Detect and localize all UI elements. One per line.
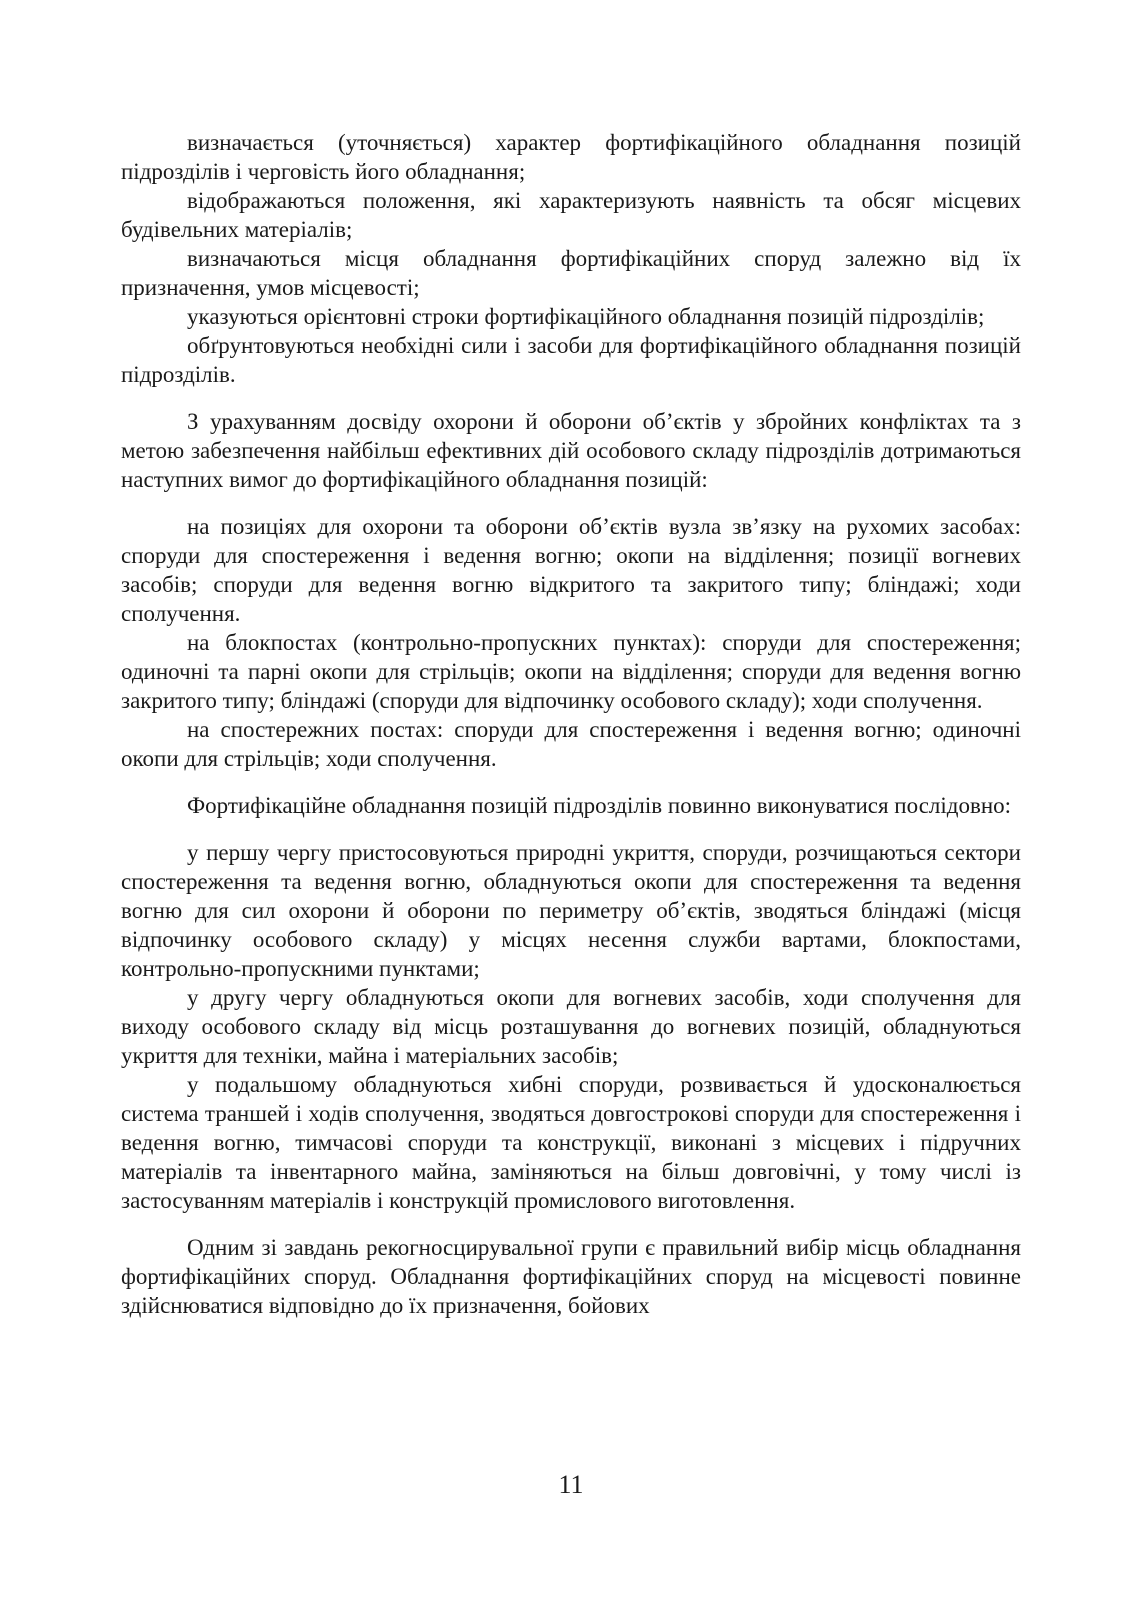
paragraph-4: указуються орієнтовні строки фортифікаційного обладнання позицій підрозділів;: [187, 304, 985, 329]
paragraph-1: визначається (уточняється) характер фортифікаційного обладнання позицій підрозділів і черговість його обладнання;: [121, 130, 1021, 184]
paragraph-6: З урахуванням досвіду охорони й оборони об’єктів у збройних конфліктах та з метою забезпечення найбільш ефективних дій особового складу підрозділів дотримаються наступних вимог до фортифікаційного обладнання позицій:: [121, 409, 1021, 492]
paragraph-5: обґрунтовуються необхідні сили і засоби для фортифікаційного обладнання позицій підрозділів.: [121, 333, 1021, 387]
paragraph-7: на позиціях для охорони та оборони об’єктів вузла зв’язку на рухомих засобах: споруди для спостереження і ведення вогню; окопи на відділення; позиції вогневих засобів; споруди для ведення вогню відкритого та закритого типу; бліндажі; ходи сполучення.: [121, 514, 1021, 626]
paragraph-14: Одним зі завдань рекогносцирувальної групи є правильний вибір місць обладнання фортифікаційних споруд. Обладнання фортифікаційних споруд на місцевості повинне здійснюватися відповідно до їх призначення, бойових: [121, 1235, 1021, 1318]
paragraph-9: на спостережних постах: споруди для спостереження і ведення вогню; одиночні окопи для стрільців; ходи сполучення.: [121, 717, 1021, 771]
paragraph-11: у першу чергу пристосовуються природні укриття, споруди, розчищаються сектори спостереження та ведення вогню, обладнуються окопи для спостереження та ведення вогню для сил охорони й оборони по периметру об’єктів, зводяться бліндажі (місця відпочинку особового складу) у місцях несення служби вартами, блокпостами, контрольно-пропускними пунктами;: [121, 840, 1021, 981]
paragraph-2: відображаються положення, які характеризують наявність та обсяг місцевих будівельних матеріалів;: [121, 188, 1021, 242]
page-number: 11: [558, 1470, 584, 1499]
paragraph-13: у подальшому обладнуються хибні споруди, розвивається й удосконалюється система траншей і ходів сполучення, зводяться довгострокові споруди для спостереження і ведення вогню, тимчасові споруди та конструкції, виконані з місцевих і підручних матеріалів та інвентарного майна, заміняються на більш довговічні, у тому числі із застосуванням матеріалів і конструкцій промислового виготовлення.: [121, 1072, 1021, 1213]
paragraph-3: визначаються місця обладнання фортифікаційних споруд залежно від їх призначення, умов місцевості;: [121, 246, 1021, 300]
paragraph-10: Фортифікаційне обладнання позицій підрозділів повинно виконуватися послідовно:: [187, 793, 1012, 818]
paragraph-8: на блокпостах (контрольно-пропускних пунктах): споруди для спостереження; одиночні та парні окопи для стрільців; окопи на відділення; споруди для ведення вогню закритого типу; бліндажі (споруди для відпочинку особового складу); ходи сполучення.: [121, 630, 1021, 713]
text-body: [121, 128, 1021, 1320]
paragraph-12: у другу чергу обладнуються окопи для вогневих засобів, ходи сполучення для виходу особового складу від місць розташування до вогневих позицій, обладнуються укриття для техніки, майна і матеріальних засобів;: [121, 985, 1021, 1068]
